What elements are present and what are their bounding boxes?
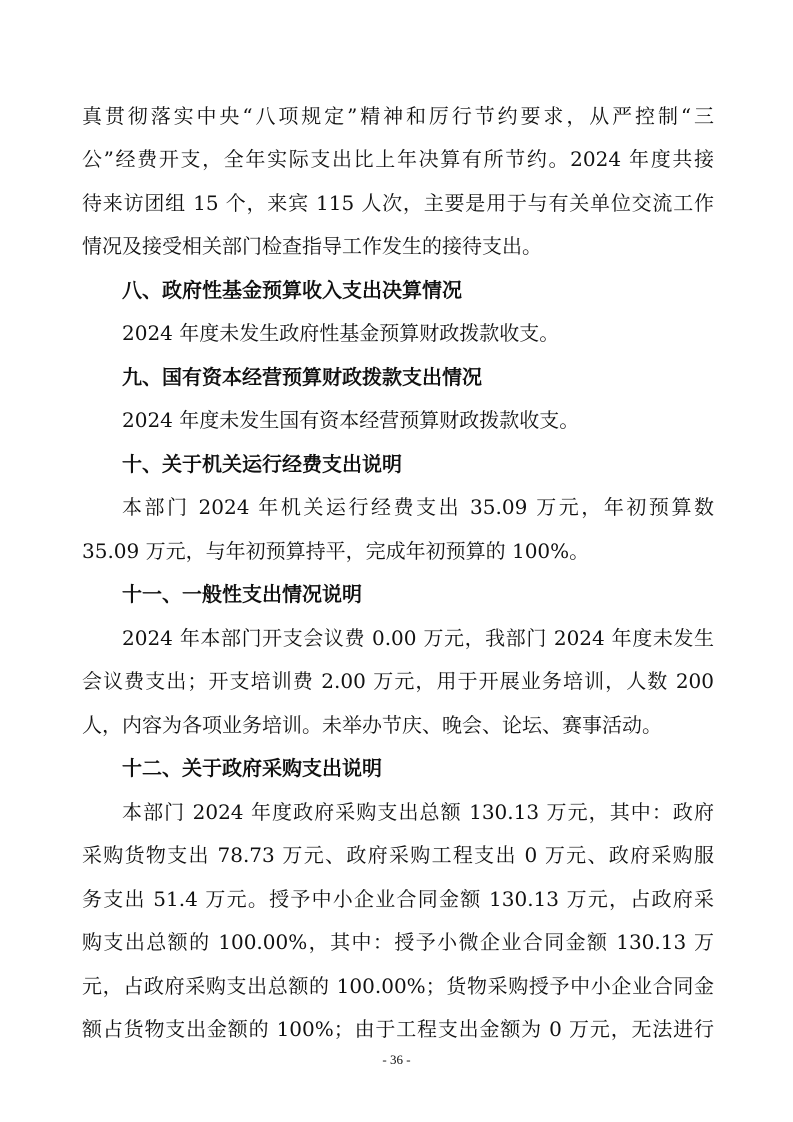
text-line: 35.09 万元，与年初预算持平，完成年初预算的 100%。 [82,539,590,563]
text-line: 务支出 51.4 万元。授予中小企业合同金额 130.13 万元，占政府采 [82,887,714,911]
text-line: 人，内容为各项业务培训。未举办节庆、晚会、论坛、赛事活动。 [82,713,662,737]
text-line: 公”经费开支，全年实际支出比上年决算有所节约。2024 年度共接 [82,147,714,171]
text-line: 2024 年本部门开支会议费 0.00 万元，我部门 2024 年度未发生 [122,626,714,650]
text-line: 本部门 2024 年机关运行经费支出 35.09 万元，年初预算数 [122,495,714,519]
section-heading-12: 十二、关于政府采购支出说明 [122,756,382,780]
text-line: 情况及接受相关部门检查指导工作发生的接待支出。 [82,234,542,258]
section-heading-9: 九、国有资本经营预算财政拨款支出情况 [122,365,482,389]
text-line: 购支出总额的 100.00%，其中：授予小微企业合同金额 130.13 万 [82,930,714,954]
text-line: 2024 年度未发生国有资本经营预算财政拨款收支。 [122,408,580,432]
section-heading-11: 十一、一般性支出情况说明 [122,582,362,606]
section-heading-10: 十、关于机关运行经费支出说明 [122,452,402,476]
text-line: 真贯彻落实中央“八项规定”精神和厉行节约要求，从严控制“三 [82,104,714,128]
page-number: - 36 - [382,1052,411,1067]
text-line: 本部门 2024 年度政府采购支出总额 130.13 万元，其中：政府 [122,800,714,824]
section-heading-8: 八、政府性基金预算收入支出决算情况 [122,278,462,302]
text-line: 待来访团组 15 个，来宾 115 人次，主要是用于与有关单位交流工作 [82,191,714,215]
text-line: 元，占政府采购支出总额的 100.00%；货物采购授予中小企业合同金 [82,974,714,998]
text-line: 2024 年度未发生政府性基金预算财政拨款收支。 [122,321,560,345]
text-line: 采购货物支出 78.73 万元、政府采购工程支出 0 万元、政府采购服 [82,843,714,867]
text-line: 额占货物支出金额的 100%；由于工程支出金额为 0 万元，无法进行 [82,1017,714,1041]
text-line: 会议费支出；开支培训费 2.00 万元，用于开展业务培训，人数 200 [82,669,714,693]
